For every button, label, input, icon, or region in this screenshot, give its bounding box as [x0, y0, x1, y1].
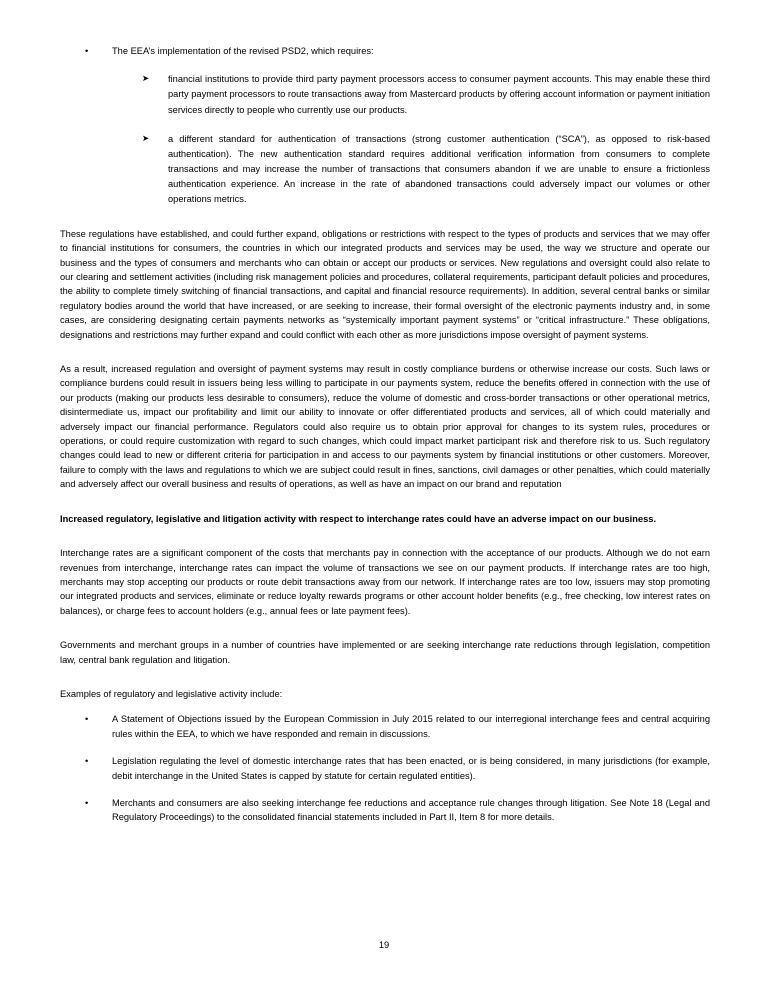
list-item-text: Legislation regulating the level of domestic interchange rates that has been enacted, or is being considered, in many jurisdictions (for example, debit interchange in the United States is capped by statute for certain regulated entities).	[112, 756, 710, 781]
bullet-marker: •	[85, 756, 89, 767]
spacer	[60, 503, 710, 512]
list-item	[60, 796, 710, 825]
paragraph: These regulations have established, and could further expand, obligations or restrictions with respect to the types of products and services that we may offer to financial institutions for consumers, the countries in which our integrated products and services may be used, the way we structure and operate our business and the types of consumers and merchants who can obtain or accept our products or services. New regulations and oversight could also relate to our clearing and settlement activities (including risk management policies and procedures, collateral requirements, participant default policies and procedures, the ability to complete timely switching of financial transactions, and capital and financial resource requirements). In addition, several central banks or similar regulatory bodies around the world that have increased, or are seeking to increase, their formal oversight of the electronic payments industry and, in some cases, are considering designating certain payments networks as “systemically important payment systems” or “critical infrastructure.” These obligations, designations and restrictions may further expand and could conflict with each other as more jurisdictions impose oversight of payment systems.	[60, 228, 710, 340]
list-item-text: The EEA’s implementation of the revised PSD2, which requires:	[112, 46, 374, 56]
section-heading: Increased regulatory, legislative and litigation activity with respect to interchange rates could have an adverse impact on our business.	[60, 513, 657, 524]
list-item	[60, 72, 710, 117]
paragraph: Governments and merchant groups in a number of countries have implemented or are seeking interchange rate reductions through legislation, competition law, central bank regulation and litigation.	[60, 640, 710, 665]
paragraph: Examples of regulatory and legislative activity include:	[60, 688, 283, 699]
list-item-text: a different standard for authentication of transactions (strong customer authentication (“SCA”), as opposed to risk-based authentication). The new authentication standard requires additional verification information from consumers to complete transactions and may increase the number of transactions that consumers abandon if we are unable to ensure a frictionless authentication experience. An increase in the rate of abandoned transactions could adversely impact our volumes or other operations metrics.	[168, 133, 710, 204]
spacer	[60, 678, 710, 687]
spacer	[60, 218, 710, 227]
list-item	[60, 44, 710, 58]
arrow-bullet-icon: ➤	[142, 132, 150, 143]
arrow-bullet-icon: ➤	[142, 73, 150, 84]
list-item-text: financial institutions to provide third party payment processors access to consumer payment accounts. This may enable these third party payment processors to route transactions away from Mastercard products by offering account information or payment initiation services directly to people who currently use our products.	[168, 74, 710, 115]
page-number: 19	[378, 940, 390, 950]
list-item-text: Merchants and consumers are also seeking interchange fee reductions and acceptance rule changes through litigation. See Note 18 (Legal and Regulatory Proceedings) to the consolidated financial statements included in Part II, Item 8 for more details.	[112, 797, 710, 823]
paragraph: Interchange rates are a significant component of the costs that merchants pay in connection with the acceptance of our products. Although we do not earn revenues from interchange, interchange rates can impact the volume of transactions we see on our payment products. If interchange rates are too high, merchants may stop accepting our products or route debit transactions away from our network. If interchange rates are too low, issuers may stop promoting our integrated products and services, eliminate or reduce loyalty rewards programs or other account holder benefits (e.g., free checking, low interest rates on balances), or charge fees to account holders (e.g., annual fees or late payment fees).	[60, 548, 710, 616]
bullet-marker: •	[85, 797, 89, 808]
list-item	[60, 754, 710, 783]
document-body	[60, 44, 710, 838]
list-item-text: A Statement of Objections issued by the European Commission in July 2015 related to our interregional interchange fees and central acquiring rules within the EEA, to which we have responded and remain in discussions.	[112, 714, 710, 739]
examples-list	[60, 712, 710, 824]
spacer	[60, 629, 710, 638]
list-item	[60, 132, 710, 207]
paragraph: As a result, increased regulation and oversight of payment systems may result in costly compliance burdens or otherwise increase our costs. Such laws or compliance burdens could result in issuers being less willing to participate in our payments system, reduce the benefits offered in connection with the use of our products (making our products less desirable to consumers), reduce the volume of domestic and cross-border transactions or other operational metrics, disintermediate us, impact our profitability and limit our ability to innovate or offer differentiated products and services, all of which could materially and adversely impact our financial performance. Regulators could also require us to obtain prior approval for changes to its system rules, procedures or operations, or could require customization with regard to such changes, which could impact market participant risk and therefore risk to us. Such regulatory changes could lead to new or different criteria for participation in and access to our payments system by financial institutions or other customers. Moreover, failure to comply with the laws and regulations to which we are subject could result in fines, sanctions, civil damages or other penalties, which could materially and adversely affect our overall business and results of operations, as well as have an impact on our brand and reputation	[60, 364, 710, 490]
bullet-marker: •	[85, 46, 89, 56]
spacer	[60, 537, 710, 546]
list-item	[60, 712, 710, 741]
bullet-marker: •	[85, 714, 89, 725]
spacer	[60, 353, 710, 362]
